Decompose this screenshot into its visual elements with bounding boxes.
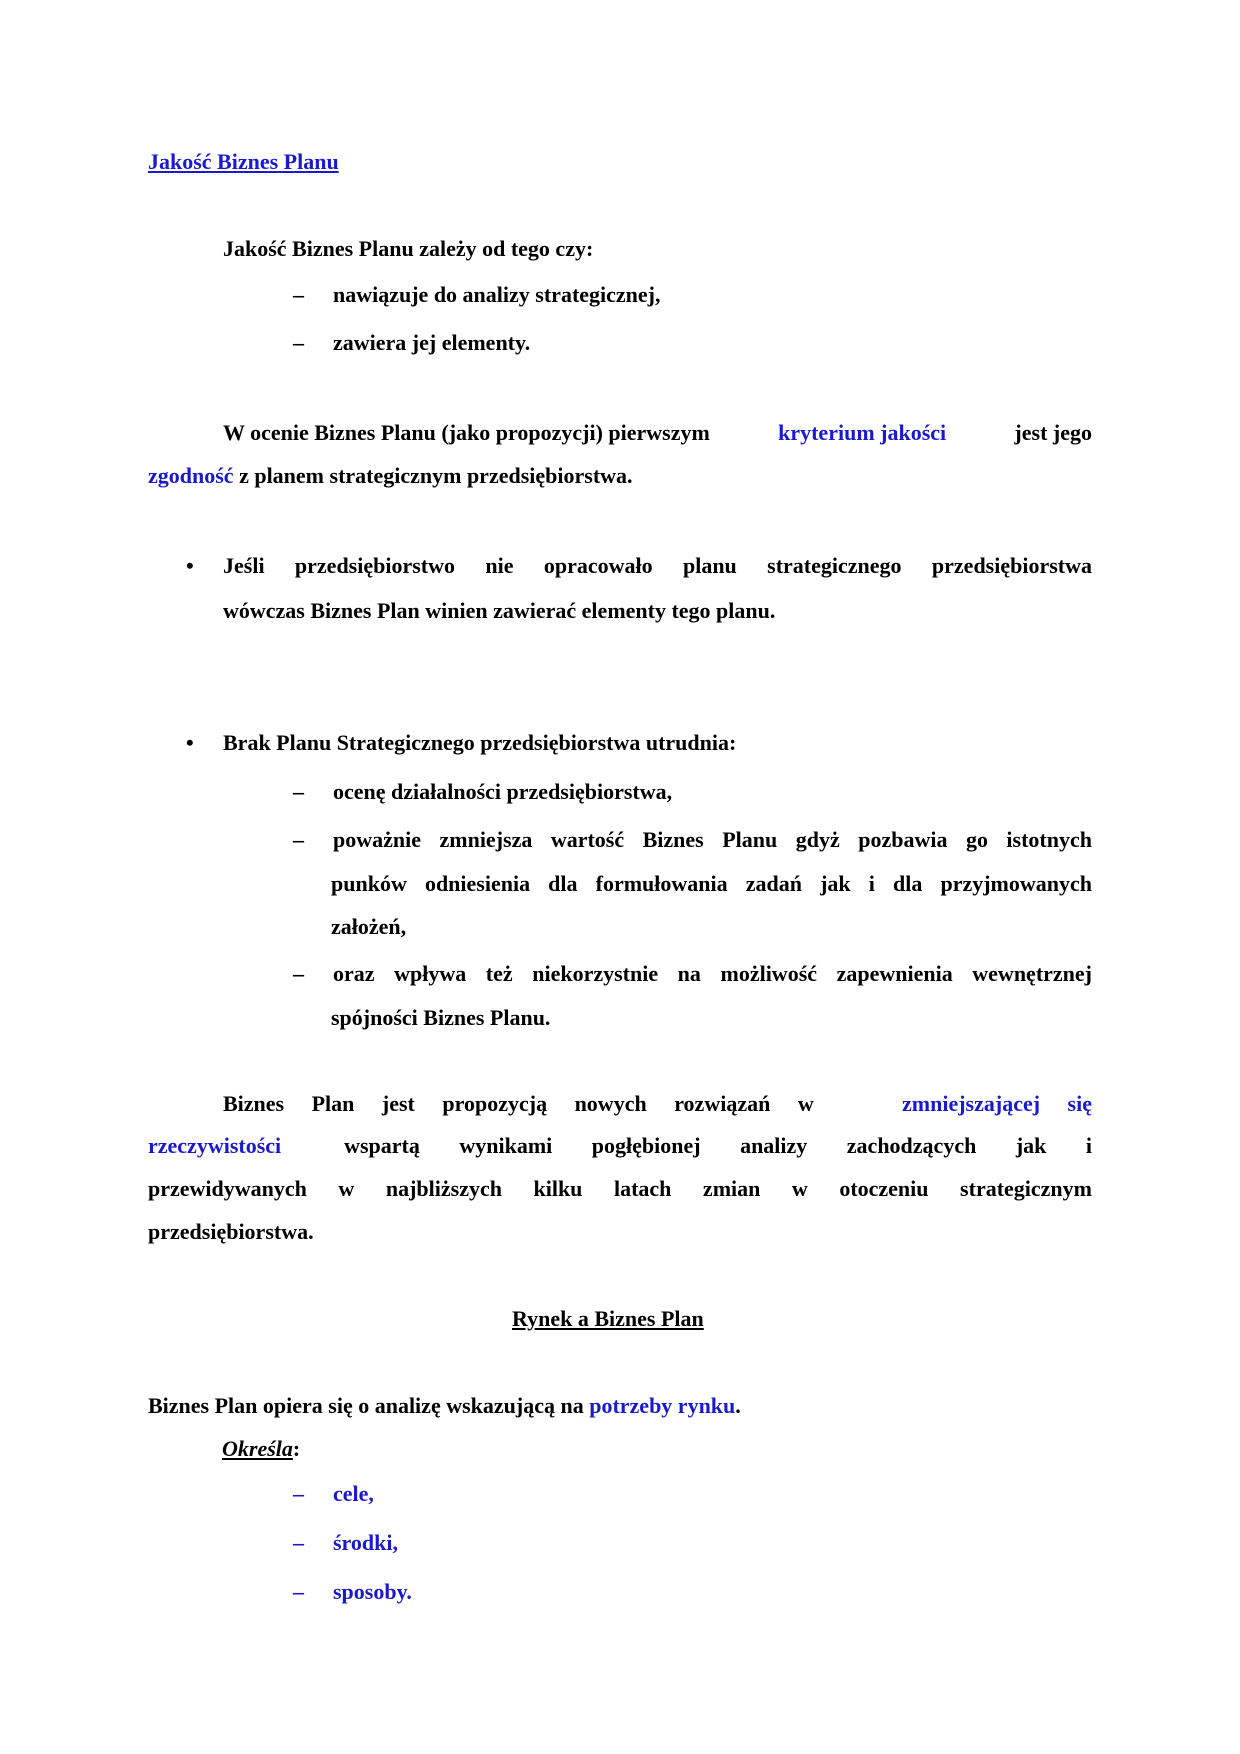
list-item: ocenę działalności przedsiębiorstwa, <box>333 779 673 804</box>
list-item: sposoby. <box>333 1579 412 1604</box>
section2-line1 <box>148 1393 741 1419</box>
dash-marker: – <box>293 1530 304 1555</box>
para2-text-b: wspartą wynikami pogłębionej analizy zachodzących jak i <box>344 1133 1092 1158</box>
list-item: środki, <box>333 1530 399 1555</box>
bullet1-line1: Jeśli przedsiębiorstwo nie opracowało planu strategicznego przedsiębiorstwa <box>223 553 1092 578</box>
para2-line1 <box>223 1091 1092 1117</box>
okresla-colon: : <box>292 1436 301 1461</box>
highlight-rzeczywistosci: rzeczywistości <box>148 1133 282 1158</box>
para2-text-a: Biznes Plan jest propozycją nowych rozwiązań w <box>223 1091 814 1116</box>
section2-text-a: Biznes Plan opiera się o analizę wskazującą na <box>148 1393 584 1418</box>
para2-line3: przewidywanych w najbliższych kilku latach zmian w otoczeniu strategicznym <box>148 1176 1092 1201</box>
okresla-line <box>222 1436 300 1462</box>
dash-marker: – <box>293 282 304 307</box>
para1-line2 <box>148 463 633 489</box>
highlight-kryterium: kryterium jakości <box>778 420 947 445</box>
dash-marker: – <box>293 1579 304 1604</box>
list-item: nawiązuje do analizy strategicznej, <box>333 282 661 307</box>
highlight-zgodnosc: zgodność <box>148 463 234 488</box>
list-item-cont: spójności Biznes Planu. <box>331 1005 551 1030</box>
highlight-potrzeby: potrzeby rynku <box>589 1393 736 1418</box>
section2-heading: Rynek a Biznes Plan <box>512 1306 704 1331</box>
para1-text-c: z planem strategicznym przedsiębiorstwa. <box>239 463 633 488</box>
para1-text-a: W ocenie Biznes Planu (jako propozycji) pierwszym <box>223 420 710 445</box>
list-item: zawiera jej elementy. <box>333 330 531 355</box>
highlight-zmniejszajacej: zmniejszającej się <box>902 1091 1092 1116</box>
list-item-cont: założeń, <box>331 914 407 939</box>
list-item: poważnie zmniejsza wartość Biznes Planu gdyż pozbawia go istotnych <box>333 827 1092 852</box>
bullet-icon: • <box>186 730 194 755</box>
para1-line1 <box>223 420 1092 446</box>
okresla-label: Określa <box>222 1436 293 1461</box>
list-item: cele, <box>333 1481 374 1506</box>
dash-marker: – <box>293 961 304 986</box>
dash-marker: – <box>293 779 304 804</box>
para1-text-b: jest jego <box>1014 420 1092 445</box>
dash-marker: – <box>293 1481 304 1506</box>
section2-period: . <box>735 1393 741 1418</box>
section1-intro: Jakość Biznes Planu zależy od tego czy: <box>223 236 594 261</box>
bullet2-intro: Brak Planu Strategicznego przedsiębiorstwa utrudnia: <box>223 730 737 755</box>
document-title[interactable]: Jakość Biznes Planu <box>148 149 339 174</box>
para2-line2 <box>148 1133 1092 1159</box>
bullet-icon: • <box>186 553 194 578</box>
dash-marker: – <box>293 330 304 355</box>
dash-marker: – <box>293 827 304 852</box>
list-item-cont: punków odniesienia dla formułowania zadań jak i dla przyjmowanych <box>331 871 1092 896</box>
list-item: oraz wpływa też niekorzystnie na możliwość zapewnienia wewnętrznej <box>333 961 1092 986</box>
bullet1-line2: wówczas Biznes Plan winien zawierać elementy tego planu. <box>223 598 776 623</box>
para2-line4: przedsiębiorstwa. <box>148 1219 314 1244</box>
